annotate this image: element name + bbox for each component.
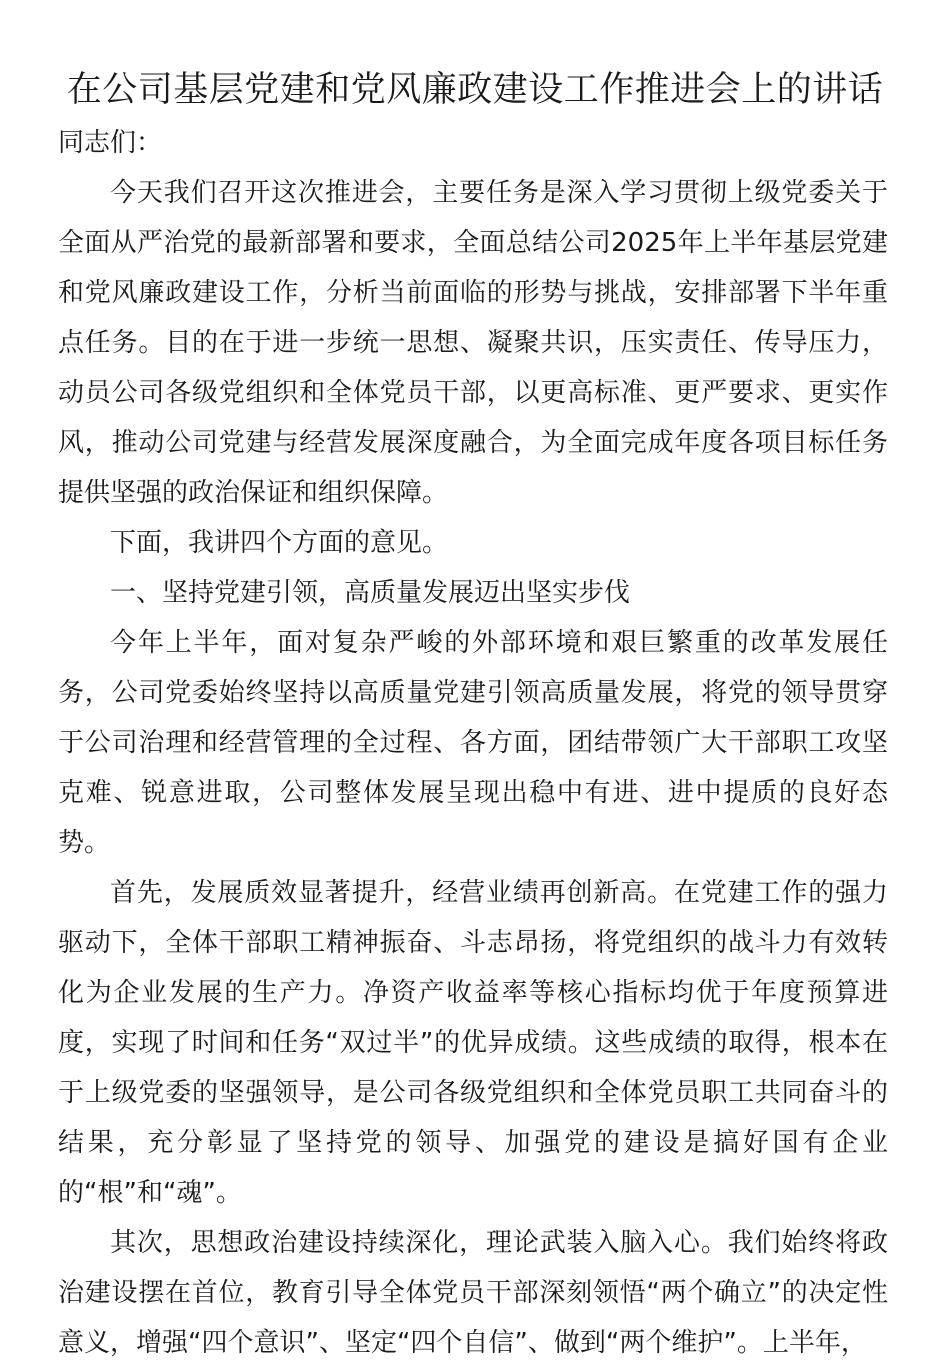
paragraph-first-point: 首先，发展质效显著提升，经营业绩再创新高。在党建工作的强力驱动下，全体干部职工精神振奋、斗志昂扬，将党组织的战斗力有效转化为企业发展的生产力。净资产收益率等核心指标均优于年度预算进度，实现了时间和任务“双过半”的优异成绩。这些成绩的取得，根本在于上级党委的坚强领导，是公司各级党组织和全体党员职工共同奋斗的结果，充分彰显了坚持党的领导、加强党的建设是搞好国有企业的“根”和“魂”。: [58, 878, 888, 1208]
paragraph-second-point: 其次，思想政治建设持续深化，理论武装入脑入心。我们始终将政治建设摆在首位，教育引导全体党员干部深刻领悟“两个确立”的决定性意义，增强“四个意识”、坚定“四个自信”、做到“两个维护”。上半年，: [58, 1228, 888, 1358]
paragraph-overview: 今年上半年，面对复杂严峻的外部环境和艰巨繁重的改革发展任务，公司党委始终坚持以高质量党建引领高质量发展，将党的领导贯穿于公司治理和经营管理的全过程、各方面，团结带领广大干部职工攻坚克难、锐意进取，公司整体发展呈现出稳中有进、进中提质的良好态势。: [58, 628, 888, 858]
paragraph-outline: 下面，我讲四个方面的意见。: [110, 528, 449, 558]
document-title: 在公司基层党建和党风廉政建设工作推进会上的讲话: [66, 70, 884, 110]
salutation: 同志们：: [58, 128, 163, 158]
section-heading-one: 一、坚持党建引领，高质量发展迈出坚实步伐: [110, 578, 631, 608]
paragraph-intro: 今天我们召开这次推进会，主要任务是深入学习贯彻上级党委关于全面从严治党的最新部署和要求，全面总结公司2025年上半年基层党建和党风廉政建设工作，分析当前面临的形势与挑战，安排部署下半年重点任务。目的在于进一步统一思想、凝聚共识，压实责任、传导压力，动员公司各级党组织和全体党员干部，以更高标准、更严要求、更实作风，推动公司党建与经营发展深度融合，为全面完成年度各项目标任务提供坚强的政治保证和组织保障。: [58, 178, 888, 508]
document-body: [58, 118, 888, 1368]
